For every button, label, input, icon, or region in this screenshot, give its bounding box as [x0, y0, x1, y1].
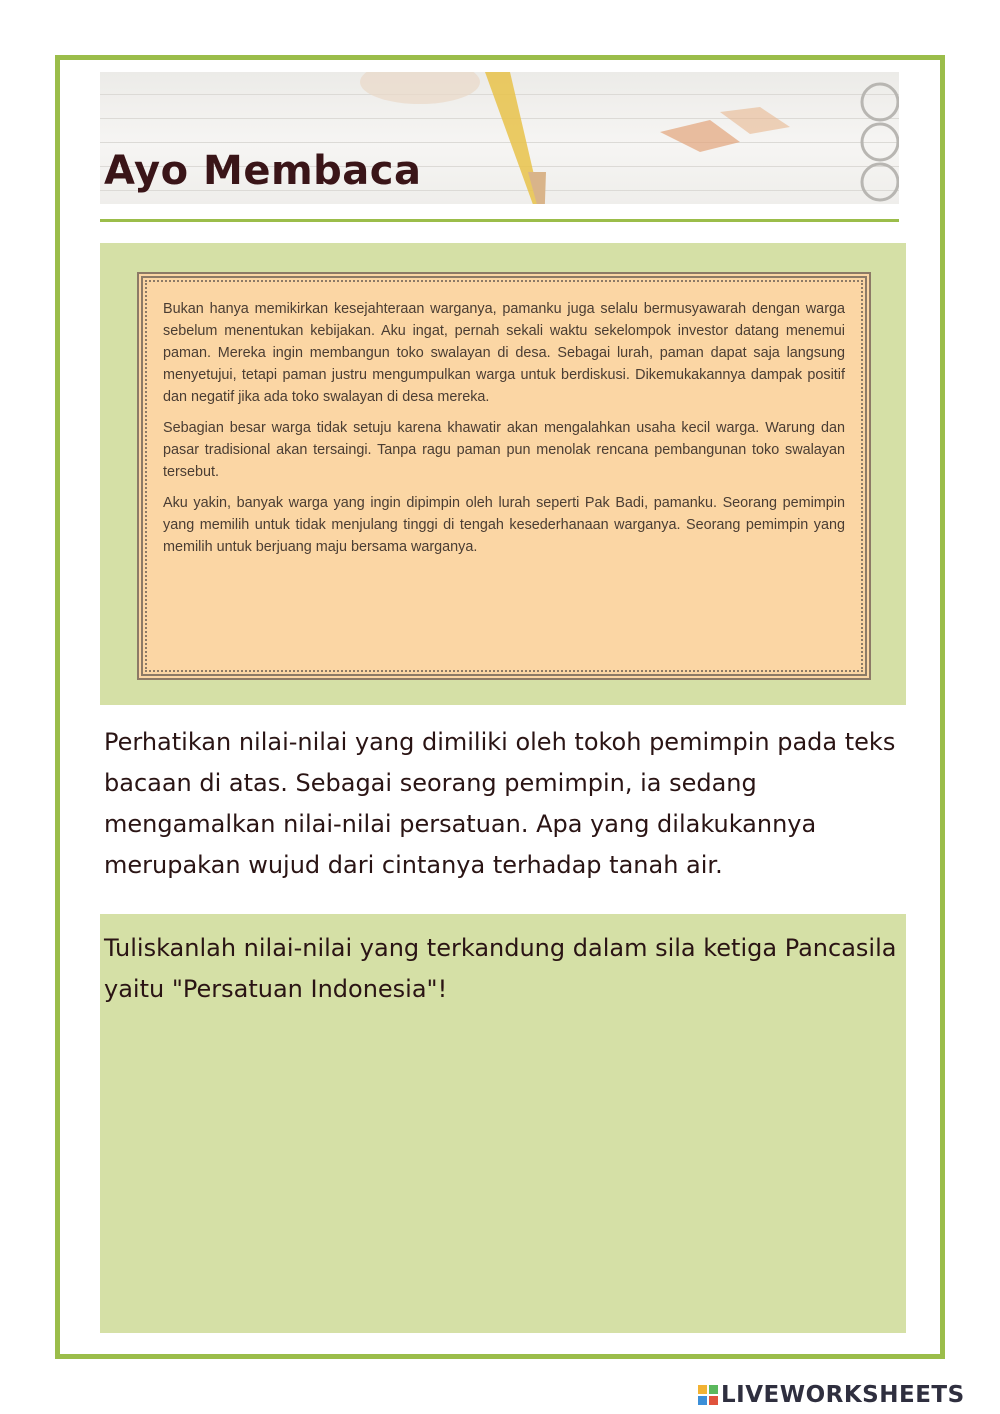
liveworksheets-logo: [698, 1382, 965, 1408]
passage-box: [137, 272, 871, 680]
brand-grid-icon: [698, 1385, 718, 1405]
header-banner: [100, 72, 899, 204]
question-text: Tuliskanlah nilai-nilai yang terkandung dalam sila ketiga Pancasila yaitu "Persatuan Indonesia"!: [104, 934, 897, 1003]
passage-paragraph: Sebagian besar warga tidak setuju karena khawatir akan mengalahkan usaha kecil warga. Warung dan pasar tradisional akan tersaingi. Tanpa ragu paman pun menolak rencana pembangunan toko swalayan tersebut.: [163, 420, 845, 480]
header-divider: [100, 219, 899, 222]
answer-area[interactable]: [100, 914, 906, 1333]
passage-paragraph: Bukan hanya memikirkan kesejahteraan warganya, pamanku juga selalu bermusyawarah dengan warga sebelum menentukan kebijakan. Aku ingat, pernah sekali waktu sekelompok investor datang menemui paman. Mereka ingin membangun toko swalayan di desa. Sebagai lurah, paman dapat saja langsung menyetujui, tetapi paman justru mengumpulkan warga untuk berdiskusi. Dikemukakannya dampak positif dan negatif jika ada toko swalayan di desa mereka.: [163, 301, 845, 405]
passage-paragraph: Aku yakin, banyak warga yang ingin dipimpin oleh lurah seperti Pak Badi, pamanku. Seorang pemimpin yang memilih untuk tidak menjulang tinggi di tengah kesederhanaan warganya. Seorang pemimpin yang memilih untuk berjuang maju bersama warganya.: [163, 495, 845, 555]
page-title: Ayo Membaca: [104, 148, 422, 194]
brand-text: LIVEWORKSHEETS: [721, 1382, 965, 1408]
instruction-text: Perhatikan nilai-nilai yang dimiliki oleh tokoh pemimpin pada teks bacaan di atas. Sebagai seorang pemimpin, ia sedang mengamalkan nilai-nilai persatuan. Apa yang dilakukannya merupakan wujud dari cintanya terhadap tanah air.: [104, 728, 896, 879]
